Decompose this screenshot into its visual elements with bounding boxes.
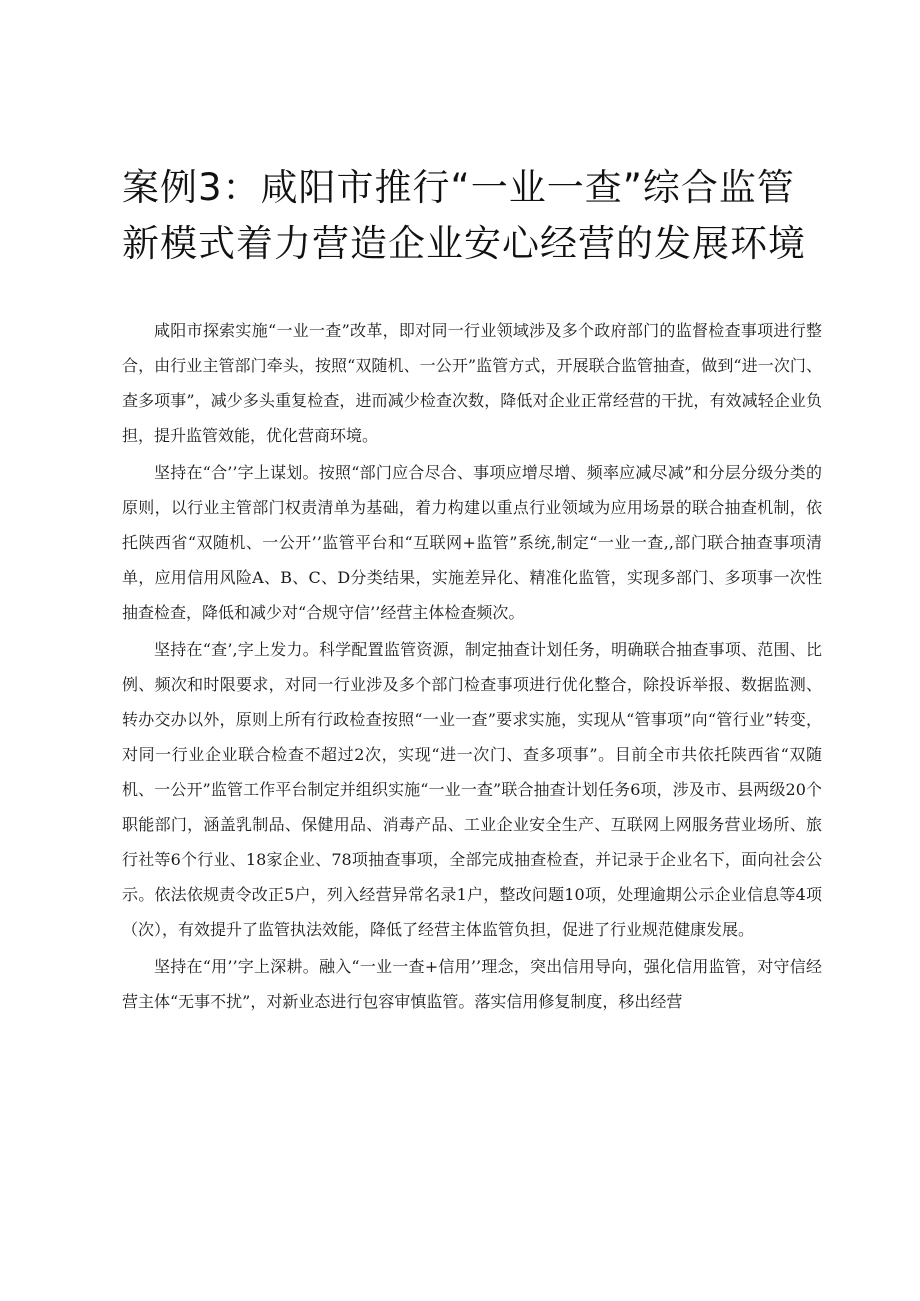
paragraph-intro: 咸阳市探索实施“一业一查”改革，即对同一行业领域涉及多个政府部门的监督检查事项进行整合，由行业主管部门牵头，按照“双随机、一公开”监管方式，开展联合监管抽查，做到“进一次门、查多项事”，减少多头重复检查，进而减少检查次数，降低对企业正常经营的干扰，有效减轻企业负担，提升监管效能，优化营商环境。: [122, 321, 822, 445]
title-line-2: 新模式着力营造企业安心经营的发展环境: [122, 222, 806, 265]
paragraph-cha: 坚持在“查’,字上发力。科学配置监管资源，制定抽查计划任务，明确联合抽查事项、范围、比例、频次和时限要求，对同一行业涉及多个部门检查事项进行优化整合，除投诉举报、数据监测、转办交办以外，原则上所有行政检查按照“一业一查”要求实施，实现从“管事项”向“管行业”转变，对同一行业企业联合检查不超过2次，实现“进一次门、查多项事”。目前全市共依托陕西省“双随机、一公开”监管工作平台制定并组织实施“一业一查”联合抽查计划任务6项，涉及市、县两级20个职能部门，涵盖乳制品、保健用品、消毒产品、工业企业安全生产、互联网上网服务营业场所、旅行社等6个行业、18家企业、78项抽查事项，全部完成抽查检查，并记录于企业名下，面向社会公示。依法依规责令改正5户，列入经营异常名录1户，整改问题10项，处理逾期公示企业信息等4项（次），有效提升了监管执法效能，降低了经营主体监管负担，促进了行业规范健康发展。: [122, 640, 822, 939]
paragraph-yong: 坚持在“用’’字上深耕。融入“一业一查+信用’’理念，突出信用导向，强化信用监管，对守信经营主体“无事不扰”，对新业态进行包容审慎监管。落实信用修复制度，移出经营: [122, 957, 822, 1011]
title-line-1: 案例3：咸阳市推行“一业一查”综合监管: [122, 166, 795, 209]
document-body: [122, 313, 822, 1021]
document-title: [122, 160, 822, 272]
paragraph-he: 坚持在“合’’字上谋划。按照“部门应合尽合、事项应增尽增、频率应减尽减”和分层分级分类的原则，以行业主管部门权责清单为基础，着力构建以重点行业领域为应用场景的联合抽查机制，依托陕西省“双随机、一公开’’监管平台和“互联网+监管”系统,制定“一业一查,,部门联合抽查事项清单，应用信用风险A、B、C、D分类结果，实施差异化、精准化监管，实现多部门、多项事一次性抽查检查，降低和减少对“合规守信’’经营主体检查频次。: [122, 463, 822, 622]
